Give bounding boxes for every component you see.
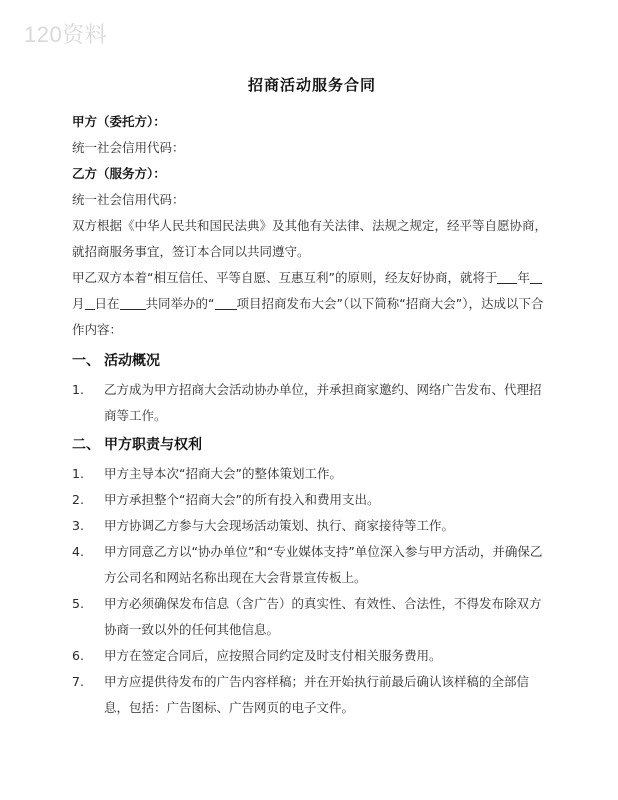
party-a-credit-code-label: 统一社会信用代码：	[72, 140, 185, 155]
list-item	[72, 643, 552, 669]
list-item	[72, 487, 552, 513]
project-blank	[215, 295, 237, 310]
item-text: 甲方必须确保发布信息（含广告）的真实性、有效性、合法性，不得发布除双方协商一致以外的任何其他信息。	[104, 596, 542, 637]
list-item	[72, 513, 552, 539]
section-number: 二、	[72, 437, 100, 453]
section-heading-1	[72, 347, 552, 375]
list-item	[72, 669, 552, 721]
intro-text-f: 项目招商发布大会”（以下简称“招商大会”），达成以下合作内容：	[72, 296, 544, 337]
contract-page	[72, 74, 552, 721]
list-item	[72, 539, 552, 591]
list-item	[72, 377, 552, 429]
intro-paragraph-1: 双方根据《中华人民共和国民法典》及其他有关法律、法规之规定，经平等自愿协商，就招商服务事宜，签订本合同以共同遵守。	[72, 218, 548, 259]
item-number: 3.	[72, 518, 84, 533]
section-number: 一、	[72, 353, 100, 369]
item-text: 乙方成为甲方招商大会活动协办单位，并承担商家邀约、网络广告发布、代理招商等工作。	[104, 382, 542, 423]
item-number: 1.	[72, 382, 84, 397]
party-a-label: 甲方（委托方）：	[72, 114, 166, 129]
party-b-label: 乙方（服务方）：	[72, 166, 166, 181]
item-text: 甲方应提供待发布的广告内容样稿；并在开始执行前最后确认该样稿的全部信息，包括：广告图标、广告网页的电子文件。	[104, 674, 530, 715]
item-text: 甲方主导本次“招商大会”的整体策划工作。	[104, 466, 342, 481]
section-title: 活动概况	[104, 353, 160, 369]
item-text: 甲方同意乙方以“协办单位”和“专业媒体支持”单位深入参与甲方活动，并确保乙方公司名和网站名称出现在大会背景宣传板上。	[104, 544, 543, 585]
watermark: 120资料	[24, 22, 108, 47]
intro-paragraph-2	[72, 265, 552, 343]
intro-text-e: 共同举办的“	[145, 296, 215, 311]
item-number: 6.	[72, 648, 84, 663]
intro-text-b: 年	[517, 270, 530, 285]
section-heading-2	[72, 431, 552, 459]
intro-text-d: 日在	[94, 296, 120, 311]
item-number: 1.	[72, 466, 84, 481]
item-text: 甲方承担整个“招商大会”的所有投入和费用支出。	[104, 492, 380, 507]
day-blank	[85, 295, 95, 310]
list-item	[72, 591, 552, 643]
item-text: 甲方协调乙方参与大会现场活动策划、执行、商家接待等工作。	[104, 518, 455, 533]
item-number: 5.	[72, 596, 84, 611]
document-title: 招商活动服务合同	[247, 76, 376, 94]
month-blank-a	[530, 269, 542, 284]
year-blank	[497, 269, 517, 284]
item-number: 4.	[72, 544, 84, 559]
item-number: 7.	[72, 674, 84, 689]
item-number: 2.	[72, 492, 84, 507]
intro-text-a: 甲乙双方本着“相互信任、平等自愿、互惠互利”的原则，经友好协商，就将于	[72, 270, 498, 285]
location-blank	[120, 295, 146, 310]
item-text: 甲方在签定合同后，应按照合同约定及时支付相关服务费用。	[104, 648, 442, 663]
section-title: 甲方职责与权利	[104, 437, 202, 453]
party-b-credit-code-label: 统一社会信用代码：	[72, 192, 185, 207]
intro-text-c: 月	[72, 296, 85, 311]
list-item	[72, 461, 552, 487]
